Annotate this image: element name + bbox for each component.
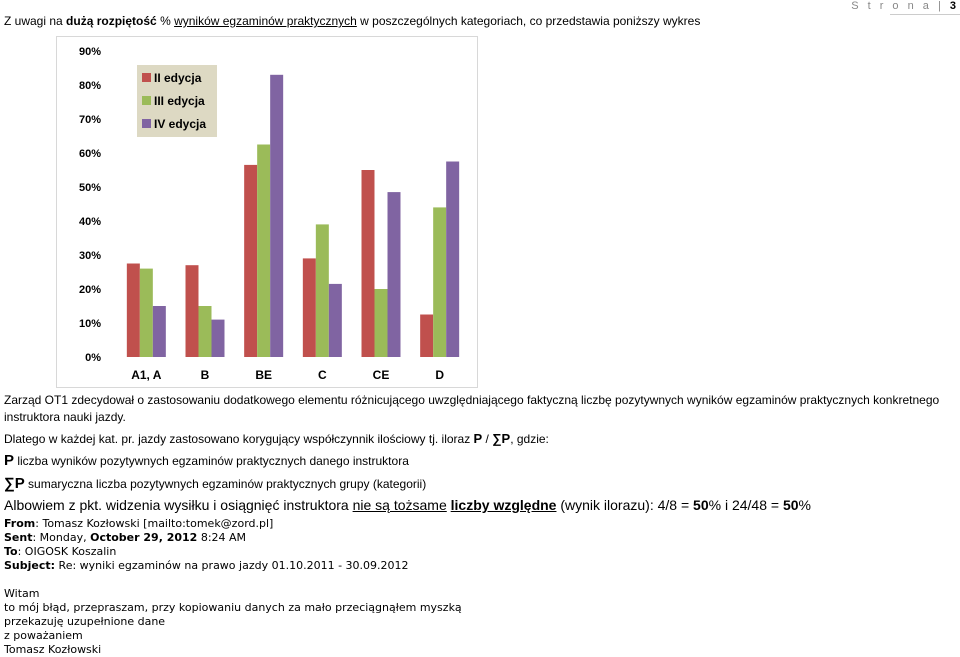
legend-label: IV edycja [154, 117, 207, 131]
intro-percent: % [156, 14, 175, 28]
p5-bold-underlined: liczby względne [450, 497, 557, 513]
y-tick-label: 30% [78, 250, 101, 262]
p2-text: Dlatego w każdej kat. pr. jazdy zastosowano korygujący współczynnik ilościowy tj. iloraz [4, 432, 474, 446]
bar-2-5 [420, 315, 433, 358]
page-label: S t r o n a [851, 0, 932, 12]
x-tick-label: B [200, 368, 210, 382]
x-tick-label: A1, A [131, 368, 162, 382]
legend-label: II edycja [154, 71, 202, 85]
bar-4-1 [212, 320, 225, 357]
bar-4-5 [446, 162, 459, 358]
bar-4-4 [388, 192, 401, 357]
intro-text-end: w poszczególnych kategoriach, co przedstawia poniższy wykres [356, 14, 701, 28]
bar-2-1 [186, 265, 199, 357]
y-tick-label: 10% [78, 318, 101, 330]
email-sent-date: October 29, 2012 [90, 531, 198, 544]
definition-sum-p [4, 475, 426, 493]
bar-2-4 [362, 170, 375, 357]
page-number-value: 3 [949, 0, 956, 12]
legend-label: III edycja [154, 94, 205, 108]
legend-swatch [142, 73, 151, 82]
y-tick-label: 60% [78, 148, 101, 160]
page-number [851, 0, 956, 12]
p2-symbol-sum-p: ∑P [492, 431, 511, 446]
bar-3-0 [140, 269, 153, 357]
x-tick-label: CE [372, 368, 390, 382]
email-sent-time: 8:24 AM [197, 531, 247, 544]
p4-symbol: ∑P [4, 475, 25, 492]
email-subject [4, 559, 462, 573]
email-from [4, 517, 462, 531]
email-quote [4, 517, 462, 657]
y-tick-label: 40% [78, 216, 101, 228]
bar-3-5 [433, 207, 446, 357]
p5-text-2: (wynik ilorazu): 4/8 = [556, 497, 694, 513]
email-body-line: to mój błąd, przepraszam, przy kopiowaniu danych za mało przeciągnąłem myszką [4, 601, 462, 614]
legend-swatch [142, 119, 151, 128]
bar-3-2 [257, 145, 270, 358]
p5-value-1: 50 [693, 497, 709, 513]
paragraph-albowiem [4, 497, 811, 514]
y-tick-label: 50% [78, 182, 101, 194]
email-subject-label: Subject: [4, 559, 56, 572]
y-tick-label: 90% [78, 46, 101, 58]
y-tick-label: 0% [85, 352, 101, 364]
paragraph-zarzad: Zarząd OT1 zdecydował o zastosowaniu dodatkowego elementu różnicującego uwzględniającego faktyczną liczbę pozytywnych wyników egzaminów praktycznych konkretnego instruktora nauki jazdy. [4, 393, 940, 424]
bar-4-0 [153, 306, 166, 357]
y-tick-label: 70% [78, 114, 101, 126]
p5-text: Albowiem z pkt. widzenia wysiłku i osiągnięć instruktora [4, 497, 353, 513]
x-tick-label: D [435, 368, 445, 382]
email-to-label: To [4, 545, 18, 558]
bar-3-3 [316, 224, 329, 357]
bar-4-3 [329, 284, 342, 357]
paragraph-dlatego [4, 430, 549, 448]
page-separator: | [937, 0, 944, 12]
bar-2-0 [127, 264, 140, 358]
p3-symbol: P [4, 452, 15, 469]
chart-svg [57, 37, 477, 387]
email-body-line: przekazuję uzupełnione dane [4, 615, 166, 628]
definition-p [4, 452, 409, 470]
y-tick-label: 20% [78, 284, 101, 296]
bar-4-2 [270, 75, 283, 357]
header-rule [890, 14, 960, 15]
email-from-label: From [4, 517, 36, 530]
bar-3-4 [375, 289, 388, 357]
email-body-line: z poważaniem [4, 629, 83, 642]
legend-swatch [142, 96, 151, 105]
p2-text-end: , gdzie: [510, 432, 549, 446]
x-tick-label: BE [255, 368, 273, 382]
email-sent [4, 531, 462, 545]
email-sent-day: : Monday, [32, 531, 91, 544]
email-from-value: : Tomasz Kozłowski [mailto:tomek@zord.pl] [35, 517, 274, 530]
email-to [4, 545, 462, 559]
bar-2-3 [303, 258, 316, 357]
email-body-line: Tomasz Kozłowski [4, 643, 102, 656]
p5-value-2: 50 [782, 497, 799, 513]
email-to-value: : OIGOSK Koszalin [17, 545, 117, 558]
email-sent-label: Sent [4, 531, 33, 544]
intro-underlined: wyników egzaminów praktycznych [174, 14, 357, 28]
intro-bold: dużą rozpiętość [66, 14, 157, 28]
intro-text: Z uwagi na [4, 14, 67, 28]
email-subject-value: Re: wyniki egzaminów na prawo jazdy 01.10.2011 - 30.09.2012 [55, 559, 409, 572]
x-tick-label: C [317, 368, 327, 382]
email-body-line: Witam [4, 587, 40, 600]
p2-symbol-p: P [473, 431, 483, 446]
bar-2-2 [244, 165, 257, 357]
p4-text: sumaryczna liczba pozytywnych egzaminów praktycznych grupy (kategorii) [24, 477, 427, 491]
p2-slash: / [482, 432, 493, 446]
p5-underlined: nie są tożsame [352, 497, 447, 513]
email-gap [4, 573, 462, 587]
p5-text-3: % i 24/48 = [708, 497, 783, 513]
p5-text-4: % [798, 497, 811, 513]
bar-chart [56, 36, 478, 388]
bar-3-1 [199, 306, 212, 357]
p3-text: liczba wyników pozytywnych egzaminów praktycznych danego instruktora [14, 454, 409, 468]
y-tick-label: 80% [78, 80, 101, 92]
intro-line [4, 14, 700, 28]
